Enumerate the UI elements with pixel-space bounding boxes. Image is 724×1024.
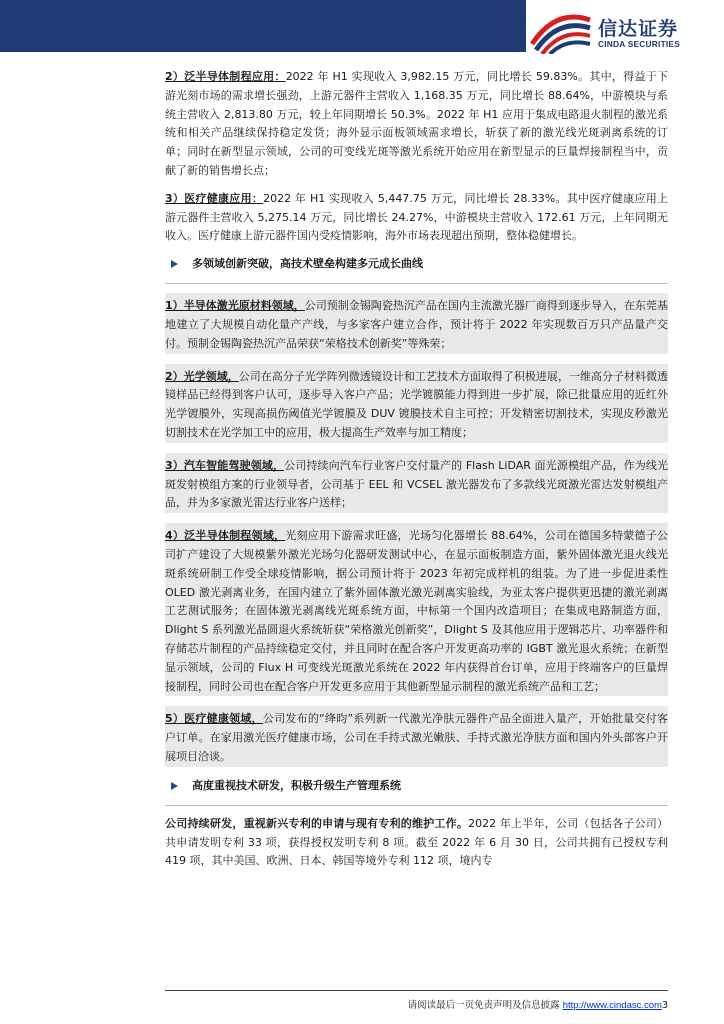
paragraph-lead: 5）医疗健康领域， (165, 712, 263, 726)
footer-website-link[interactable]: http://www.cindasc.com (562, 1000, 662, 1011)
body-paragraph (165, 523, 668, 696)
logo-chinese-name: 信达证券 (598, 18, 679, 40)
paragraph-lead: 4）泛半导体制程领域， (165, 529, 286, 543)
paragraph-lead: 1）半导体激光原材料领域， (165, 299, 305, 313)
triangle-bullet-icon (171, 260, 178, 268)
page-number: 3 (661, 1000, 668, 1011)
paragraph-lead: 公司持续研发，重视新兴专利的申请与现有专利的维护工作。 (165, 816, 469, 830)
paragraph-text: 公司发布的“绛昀”系列新一代激光净肤元器件产品全面进入量产，开始批量交付客户订单。在家用激光医疗健康市场，公司在手持式激光嫩肤、手持式激光净肤方面和国内外头部客户开展项目洽谈。 (165, 712, 668, 763)
section-divider (165, 283, 668, 284)
section-heading-text: 多领域创新突破，高技术壁垒构建多元成长曲线 (192, 257, 423, 271)
footer-disclaimer: 请阅读最后一页免责声明及信息披露 (407, 1000, 563, 1011)
body-paragraph (165, 364, 668, 443)
body-paragraph (165, 453, 668, 513)
header-bar (0, 0, 526, 52)
paragraph-lead: 3）医疗健康应用： (165, 191, 264, 205)
section-heading (165, 777, 668, 795)
body-paragraph (165, 706, 668, 766)
paragraph-lead: 3）汽车智能驾驶领域， (165, 458, 285, 472)
paragraph-text: 光刻应用下游需求旺盛，光场匀化器增长 88.64%，公司在德国多特蒙德子公司扩产建设了大规模紫外激光光场匀化器研发测试中心，在显示面板制造方面，紫外固体激光退火线光斑系统研制工作受全球疫情影响，据公司预计将于 2023 年初完成样机的组装。为了进一步促进柔性 OLED 激光剥离业务，在国内建立了紫外固体激光激光剥离实验线，为亚太客户提供更迅捷的激光剥离工艺测试服务；在固体激光剥离线光斑系统方面，中标第一个国内改造项目；在集成电路制造方面，Dlight S 系列激光晶圆退火系统斩获“荣格激光创新奖”，Dlight S 及其他应用于逻辑芯片、功率器件和存储芯片制程的产品持续稳定交付，并且同时在配合客户开发更高功率的 IGBT 激光退火系统；在新型显示领域，公司的 Flux H 可变线光斑激光系统在 2022 年内获得首台订单，应用于终端客户的巨量焊接制程，同时公司也在配合客户开发更多应用于其他新型显示制程的激光系统产品和工艺； (165, 529, 668, 693)
section-divider (165, 805, 668, 806)
section-heading (165, 255, 668, 273)
body-paragraph (165, 68, 668, 181)
paragraph-lead: 2）泛半导体制程应用： (165, 70, 286, 83)
paragraph-text: 2022 年上半年，公司（包括各子公司）共申请发明专利 33 项，获得授权发明专利 8 项。截至 2022 年 6 月 30 日，公司共拥有已授权专利 419 项，其中美国、欧洲、日本、韩国等境外专利 112 项，境内专 (165, 816, 668, 868)
paragraph-lead: 2）光学领域， (165, 369, 239, 383)
paragraph-text: 2022 年 H1 实现收入 5,447.75 万元，同比增长 28.33%。其中医疗健康应用上游元器件主营收入 5,275.14 万元，同比增长 24.27%，中游模块主营收入 172.61 万元，上年同期无收入。医疗健康上游元器件国内受疫情影响，海外市场表现超出预期，整体稳健增长。 (165, 191, 669, 243)
body-paragraph (165, 815, 668, 871)
company-logo (528, 14, 708, 54)
body-paragraph (165, 293, 668, 353)
logo-arcs-icon (528, 14, 592, 54)
page-footer (165, 990, 668, 1011)
report-body (165, 68, 668, 880)
paragraph-text: 公司预制金锡陶瓷热沉产品在国内主流激光器厂商得到逐步导入，在东莞基地建立了大规模自动化量产产线，与多家客户建立合作，预计将于 2022 年实现数百万只产品量产交付。预制金锡陶瓷热沉产品荣获“荣格技术创新奖”等殊荣； (165, 299, 669, 350)
logo-english-name: CINDA SECURITIES (598, 39, 680, 49)
triangle-bullet-icon (171, 782, 178, 790)
paragraph-text: 2022 年 H1 实现收入 3,982.15 万元，同比增长 59.83%。其中，得益于下游光刻市场的需求增长强劲，上游元器件主营收入 1,168.35 万元，同比增长 88.64%，中游模块与系统主营收入 2,813.80 万元，较上年同期增长 50.3%。2022 年 H1 应用于集成电路退火制程的激光系统和相关产品继续保持稳定发货；海外显示面板领域需求增长，斩获了新的激光线光斑剥离系统的订单；同时在新型显示领域，公司的可变线光斑等激光系统开始应用在新型显示的巨量焊接制程当中，贡献了新的销售增长点； (165, 70, 669, 177)
section-heading-text: 高度重视技术研发，积极升级生产管理系统 (192, 778, 401, 792)
body-paragraph (165, 190, 668, 246)
paragraph-text: 公司持续向汽车行业客户交付量产的 Flash LiDAR 面光源模组产品，作为线光斑发射模组方案的行业领导者，公司基于 EEL 和 VCSEL 激光器发布了多款线光斑激光雷达发射模组产品，并为多家激光雷达行业客户送样； (165, 458, 668, 510)
paragraph-text: 公司在高分子光学阵列微透镜设计和工艺技术方面取得了积极进展，一维高分子材料微透镜样品已经得到客户认可，逐步导入客户产品；光学镀膜能力得到进一步扩展，除已批量应用的近红外光学镀膜外，实现高损伤阈值光学镀膜及 DUV 镀膜技术自主可控；开发精密切割技术，实现皮秒激光切割技术在光学加工中的应用，极大提高生产效率与加工精度； (165, 369, 669, 439)
